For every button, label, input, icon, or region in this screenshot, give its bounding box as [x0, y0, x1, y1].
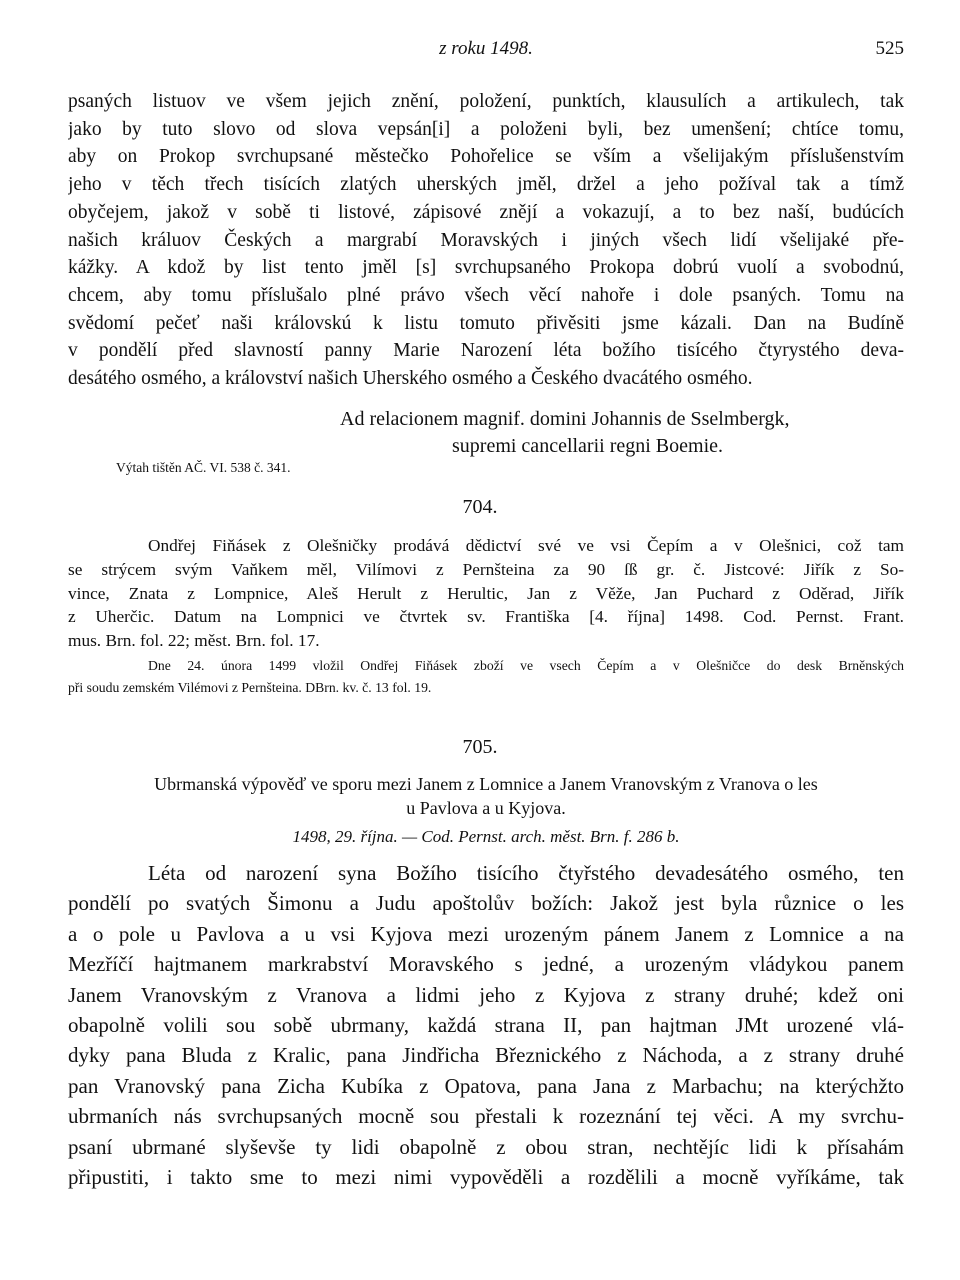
title-line: u Pavlova a u Kyjova.: [406, 798, 566, 818]
text-line: z Uherčic. Datum na Lompnici ve čtvrtek sv. Františka [4. října] 1498. Cod. Pernst. Frant.: [68, 607, 904, 627]
text-line: dyky pana Bluda z Kralic, pana Jindřicha Březnického z Náchoda, a z strany druhé: [68, 1043, 904, 1068]
text-line: ubrmaních nás svrchupsaných mocně sou přestali k rozeznání tej věci. A my svrchu-: [68, 1104, 904, 1129]
signature-line-2: supremi cancellarii regni Boemie.: [452, 435, 724, 457]
note-line: Dne 24. února 1499 vložil Ondřej Fiňásek zboží ve vsech Čepím a v Olešničce do desk Brněnských: [148, 658, 904, 673]
text-line: připustiti, i takto sme to mezi nimi vypověděli a rozdělili a mocně vyříkáme, tak: [68, 1165, 904, 1190]
regest-704: [68, 534, 904, 653]
text-line: v pondělí před slavností panny Marie Narození léta božího tisícého čtyrystého deva-: [68, 340, 904, 362]
text-line: vince, Znata z Lompnice, Aleš Herult z Herultic, Jan z Věže, Jan Puchard z Oděrad, Jiřík: [68, 583, 904, 603]
continued-paragraph: [68, 88, 904, 393]
text-line: psaní ubrmané slyševše ty lidi obapolně z obou stran, nechtějíc lidi k přísahám: [68, 1134, 904, 1159]
charter-text-705: [68, 858, 904, 1192]
text-line: našich králuov Českých a margrabí Moravských i jiných všech lidí všelijaké pře-: [68, 229, 904, 251]
text-line: Janem Vranovským z Vranova a lidmi jeho z Kyjova z strany druhé; kdež oni: [68, 982, 904, 1007]
page-number: 525: [875, 38, 904, 59]
signature-line-1: Ad relacionem magnif. domini Johannis de Sselmbergk,: [340, 408, 790, 430]
text-line: jeho v těch třech tisících zlatých uherských jměl, držel a jeho požíval tak a tímž: [68, 174, 904, 196]
document-dating: 1498, 29. října. — Cod. Pernst. arch. měst. Brn. f. 286 b.: [292, 827, 680, 846]
title-line: Ubrmanská výpověď ve sporu mezi Janem z Lomnice a Janem Vranovským z Vranova o les: [154, 774, 818, 794]
text-line: jako by tuto slovo od slova vepsán[i] a položeni byli, bez umenšení; chtíce tomu,: [68, 118, 904, 140]
text-line: Léta od narození syna Božího tisícího čtyřstého devadesátého osmého, ten: [148, 861, 904, 885]
text-line: Mezříčí hajtmanem markrabství Moravského s jedné, a urozeným vládykou panem: [68, 952, 904, 977]
text-line: se strýcem svým Vaňkem měl, Vilímovi z Pernšteina za 90 ſß gr. č. Jistcové: Jiřík z So-: [68, 559, 904, 579]
running-title: z roku 1498.: [439, 38, 533, 59]
text-line: svědomí pečeť naši královskú k listu tomuto přivěsiti jsme kázali. Dan na Budíně: [68, 312, 904, 334]
document-title-705: [68, 772, 904, 820]
text-line: chcem, aby tomu příslušalo plné právo všech věcí nahoře i dole psaných. Tomu na: [68, 284, 904, 306]
text-line: aby on Prokop svrchupsané městečko Pohořelice se vším a všelijakým příslušenstvím: [68, 146, 904, 168]
running-head: [68, 38, 904, 68]
document-number-704: 704.: [462, 496, 498, 518]
text-line: desátého osmého, a království našich Uherského osmého a Českého dvacátého osmého.: [68, 368, 753, 390]
text-line: a o pole u Pavlova a u vsi Kyjova mezi urozeným pánem Janem z Lomnice a na: [68, 921, 904, 946]
text-line: kážky. A kdož by list tento jměl [s] svrchupsaného Prokopa dobrú vuolí a svobodnú,: [68, 257, 904, 279]
text-line: pan Vranovský pana Zicha Kubíka z Opatova, pana Jana z Marbachu; na kterýchžto: [68, 1073, 904, 1098]
text-line: Ondřej Fiňásek z Olešničky prodává dědictví své ve vsi Čepím a v Olešnici, což tam: [148, 536, 904, 555]
text-line: mus. Brn. fol. 22; měst. Brn. fol. 17.: [68, 631, 320, 651]
note-line: při soudu zemském Vilémovi z Pernšteina. DBrn. kv. č. 13 fol. 19.: [68, 679, 432, 695]
source-note: Výtah tištěn AČ. VI. 538 č. 341.: [116, 460, 291, 475]
document-number-705: 705.: [462, 736, 498, 758]
text-line: pondělí po svatých Šimonu a Judu apoštolův božích: Jakož jest byla různice o les: [68, 891, 904, 916]
text-line: psaných listuov ve všem jejich znění, položení, punktích, klausulích a artikulech, tak: [68, 91, 904, 112]
text-line: obapolně volili sou sobě ubrmany, každá strana II, pan hajtman JMt urozené vlá-: [68, 1013, 904, 1038]
text-line: obyčejem, jakož v sobě ti listové, zápisové znějí a vokazují, a to bez naší, budúcích: [68, 201, 904, 223]
note-704: [68, 655, 904, 698]
